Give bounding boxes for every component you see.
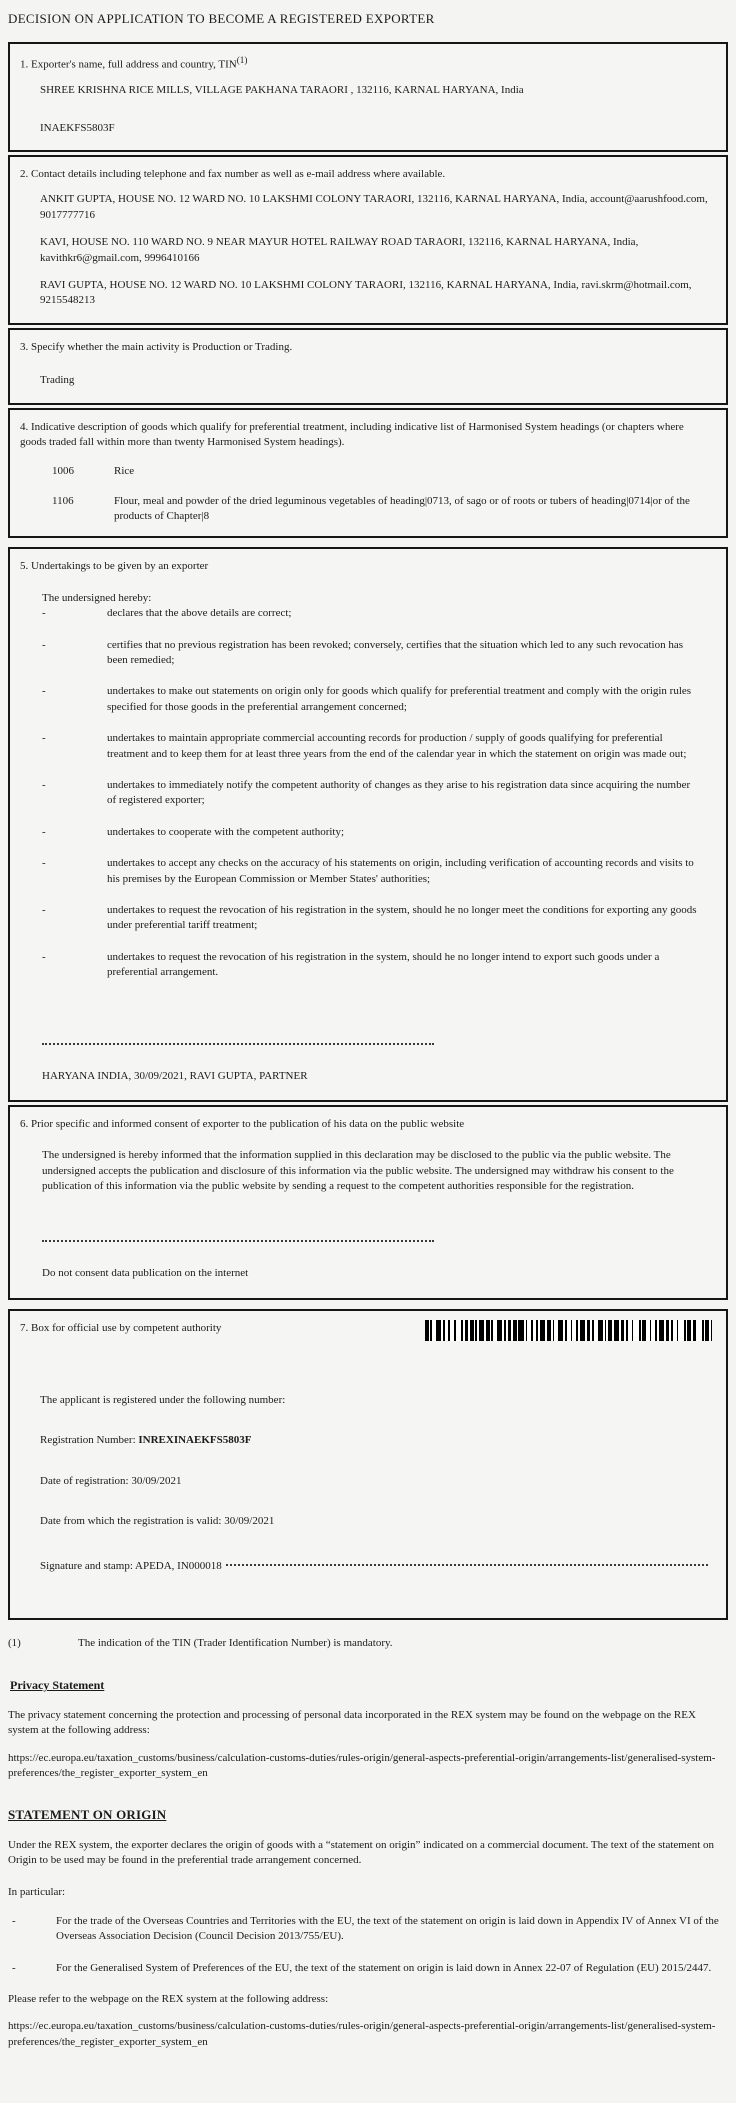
dash-marker: -: [42, 732, 46, 745]
consent-dotted-line: [42, 1240, 434, 1242]
undertaking-item: - undertakes to request the revocation of his registration in the system, should he no longer meet the conditions for exporting any goods under preferential tariff treatment;: [42, 903, 712, 934]
signature-dotted-fill: [226, 1564, 708, 1566]
section-4-goods-box: [8, 408, 728, 539]
dash-marker: -: [42, 607, 46, 620]
section-3-label: 3. Specify whether the main activity is Production or Trading.: [20, 340, 293, 353]
signature-dotted-line: [42, 1043, 434, 1045]
privacy-paragraph: The privacy statement concerning the protection and processing of personal data incorporated in the REX system may be found on the webpage on the REX system at the following address:: [8, 1709, 696, 1737]
undertaking-item: - undertakes to cooperate with the competent authority;: [42, 825, 712, 840]
section-6-consent-box: [8, 1105, 728, 1300]
refer-text: Please refer to the webpage on the REX system at the following address:: [8, 1993, 329, 2006]
section-3-activity-box: [8, 328, 728, 405]
dash-marker: -: [12, 1961, 16, 1974]
registration-number-value: INREXINAEKFS5803F: [138, 1434, 252, 1447]
dash-marker: -: [42, 638, 46, 651]
dash-marker: -: [42, 779, 46, 791]
dash-marker: -: [42, 950, 46, 963]
footnote-marker: (1): [8, 1636, 21, 1649]
in-particular-label: In particular:: [8, 1885, 66, 1898]
registered-intro: The applicant is registered under the following number:: [40, 1393, 286, 1406]
section-5-undertakings-box: [8, 547, 728, 1101]
footnote-ref-sup: (1): [236, 55, 248, 66]
section-4-label: 4. Indicative description of goods which qualify for preferential treatment, including indicative list of Harmonised System headings (or chapters where goods traded fall within more than twenty Harmonised System headings).: [20, 420, 684, 448]
contact-line: KAVI, HOUSE NO. 110 WARD NO. 9 NEAR MAYUR HOTEL RAILWAY ROAD TARAORI, 132116, KARNAL HARYANA, India, kavithkr6@gmail.com, 9996410166: [40, 236, 639, 264]
contact-line: RAVI GUPTA, HOUSE NO. 12 WARD NO. 10 LAKSHMI COLONY TARAORI, 132116, KARNAL HARYANA, India, ravi.skrm@hotmail.com, 9215548213: [40, 278, 692, 307]
undertaking-item: - undertakes to make out statements on origin only for goods which qualify for preferential treatment and comply with the origin rules specified for those goods in the preferential arrangement concerned;: [42, 684, 712, 715]
consent-paragraph: The undersigned is hereby informed that the information supplied in this declaration may be disclosed to the public via the public website. The undersigned accepts the publication and disclosure of this information via the public website. The undersigned may withdraw his consent to the publication of this information via the public website by sending a request to the competent authorities responsible for the registration.: [42, 1149, 674, 1193]
undertakings-intro: The undersigned hereby:: [42, 591, 152, 604]
undertaking-item: - undertakes to maintain appropriate commercial accounting records for production / supply of goods qualifying for preferential treatment and to keep them for at least three years from the end of the calendar year in which the statement on origin was made out;: [42, 731, 712, 762]
section-2-label: 2. Contact details including telephone and fax number as well as e-mail address where available.: [20, 168, 446, 181]
exporter-tin: INAEKFS5803F: [40, 121, 115, 134]
section-5-label: 5. Undertakings to be given by an exporter: [20, 560, 209, 573]
goods-row: [52, 464, 712, 479]
exporter-address: SHREE KRISHNA RICE MILLS, VILLAGE PAKHANA TARAORI , 132116, KARNAL HARYANA, India: [40, 84, 524, 97]
date-of-registration-line: Date of registration: 30/09/2021: [40, 1474, 182, 1487]
statement-bullet: - For the trade of the Overseas Countries and Territories with the EU, the text of the statement on origin is laid down in Appendix IV of Annex VI of the Overseas Association Decision (Council Decision 2013/755/EU).: [8, 1914, 728, 1945]
section-2-contacts-box: [8, 155, 728, 325]
registration-number-line: Registration Number: INREXINAEKFS5803F: [40, 1434, 252, 1447]
dash-marker: -: [42, 903, 46, 916]
valid-from-line: Date from which the registration is valid: 30/09/2021: [40, 1515, 275, 1528]
undertaking-item: - undertakes to immediately notify the competent authority of changes as they arise to his registration data since acquiring the number of registered exporter;: [42, 778, 712, 809]
statement-on-origin-heading: STATEMENT ON ORIGIN: [8, 1806, 167, 1822]
rex-url: https://ec.europa.eu/taxation_customs/business/calculation-customs-duties/rules-origin/general-aspects-preferential-origin/arrangements-list/generalised-system-preferences/the_register_exporter_system_en: [8, 2020, 716, 2048]
dash-marker: -: [42, 825, 46, 838]
undertaking-item: - undertakes to request the revocation of his registration in the system, should he no longer intend to export such goods under a preferential arrangement.: [42, 950, 712, 981]
undertaking-item: - undertakes to accept any checks on the accuracy of his statements on origin, including verification of accounting records and visits to his premises by the European Commission or Member States' authorities;: [42, 856, 712, 887]
dash-marker: -: [42, 857, 46, 870]
registration-barcode: [425, 1320, 712, 1341]
rex-url: https://ec.europa.eu/taxation_customs/business/calculation-customs-duties/rules-origin/general-aspects-preferential-origin/arrangements-list/generalised-system-preferences/the_register_exporter_system_en: [8, 1751, 716, 1780]
section-7-label: 7. Box for official use by competent authority: [20, 1321, 222, 1334]
hs-code: 1006: [52, 465, 74, 478]
dash-marker: -: [12, 1914, 16, 1927]
document-title: DECISION ON APPLICATION TO BECOME A REGISTERED EXPORTER: [8, 11, 435, 26]
section-6-label: 6. Prior specific and informed consent of exporter to the publication of his data on the public website: [20, 1117, 465, 1130]
section-7-official-box: [8, 1309, 728, 1620]
place-date-signatory: HARYANA INDIA, 30/09/2021, RAVI GUPTA, PARTNER: [42, 1069, 308, 1082]
footnote-text: The indication of the TIN (Trader Identification Number) is mandatory.: [78, 1636, 393, 1649]
hs-code: 1106: [52, 494, 74, 507]
section-1-exporter-box: [8, 42, 728, 152]
statement-bullet: - For the Generalised System of Preferences of the EU, the text of the statement on origin is laid down in Annex 22-07 of Regulation (EU) 2015/2447.: [8, 1961, 728, 1976]
goods-description: Rice: [114, 465, 135, 478]
statement-paragraph: Under the REX system, the exporter declares the origin of goods with a “statement on origin” indicated on a commercial document. The text of the statement on Origin to be used may be found in the preferential trade arrangement concerned.: [8, 1838, 715, 1867]
contact-line: ANKIT GUPTA, HOUSE NO. 12 WARD NO. 10 LAKSHMI COLONY TARAORI, 132116, KARNAL HARYANA, India, account@aarushfood.com, 9017777716: [40, 193, 708, 221]
undertaking-item: - certifies that no previous registration has been revoked; conversely, certifies that the situation which led to any such revocation has been remedied;: [42, 638, 712, 669]
privacy-statement-heading: Privacy Statement: [10, 1678, 105, 1693]
goods-row: [52, 494, 712, 525]
consent-choice: Do not consent data publication on the internet: [42, 1267, 249, 1280]
signature-stamp-line: Signature and stamp: APEDA, IN000018: [40, 1559, 712, 1574]
section-1-label: 1. Exporter's name, full address and country, TIN$^{(1)}$: [20, 55, 248, 71]
goods-description: Flour, meal and powder of the dried leguminous vegetables of heading|0713, of sago or of roots or tubers of heading|0714|or of the products of Chapter|8: [114, 494, 690, 523]
dash-marker: -: [42, 685, 46, 698]
undertaking-item: - declares that the above details are correct;: [42, 606, 712, 621]
footnote-tin: [8, 1636, 728, 1651]
main-activity-value: Trading: [40, 374, 75, 387]
